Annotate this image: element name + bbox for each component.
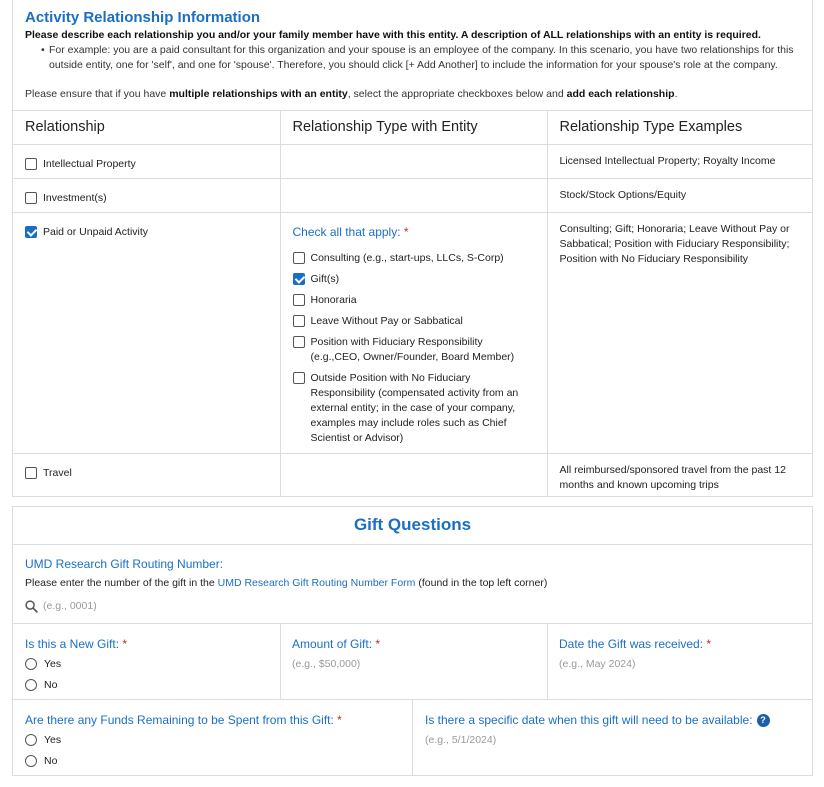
checkbox-checked[interactable] <box>25 226 37 238</box>
relationship-travel[interactable]: Travel <box>13 454 280 480</box>
checkbox[interactable] <box>293 252 305 264</box>
relationship-examples: Stock/Stock Options/Equity <box>559 189 687 201</box>
table-row <box>13 213 813 454</box>
funds-remaining-label: Are there any Funds Remaining to be Spent from this Gift: * <box>25 713 342 727</box>
date-received-input[interactable]: (e.g., May 2024) <box>559 658 636 670</box>
instruction-text: Please describe each relationship you and/or your family member have with this entity. A description of ALL relationships with an entity is required. <box>25 29 761 41</box>
type-option-fiduciary-position[interactable]: Position with Fiduciary Responsibility (e.g.,CEO, Owner/Founder, Board Member) <box>293 335 535 365</box>
radio-button[interactable] <box>25 658 37 670</box>
specific-date-label: Is there a specific date when this gift will need to be available: ? <box>425 713 770 727</box>
radio-button[interactable] <box>25 755 37 767</box>
date-received-label: Date the Gift was received: * <box>559 637 712 651</box>
routing-form-link[interactable]: UMD Research Gift Routing Number Form <box>217 577 416 589</box>
example-text: • For example: you are a paid consultant for this organization and your spouse is an employee of the company. In this scenario, you have two relationships for this outside entity, one for 'self', and one for 'spouse'. Therefore, you should click [+ Add Another] to include the information for your spouse's role at the company. <box>41 44 794 71</box>
ensure-text: Please ensure that if you have multiple relationships with an entity, select the appropriate checkboxes below and add each relationship. <box>25 88 678 100</box>
routing-instructions: Please enter the number of the gift in the UMD Research Gift Routing Number Form (found in the top left corner) <box>25 577 548 589</box>
column-header-type: Relationship Type with Entity <box>280 111 547 145</box>
gift-section-title: Gift Questions <box>353 515 472 534</box>
type-option-honoraria[interactable]: Honoraria <box>293 293 535 308</box>
new-gift-no-radio[interactable]: No <box>25 679 57 691</box>
gift-questions-panel <box>12 506 813 776</box>
relationship-investments[interactable]: Investment(s) <box>13 179 280 205</box>
relationship-paid-unpaid-activity[interactable]: Paid or Unpaid Activity <box>13 213 280 239</box>
table-row <box>13 454 813 496</box>
checkbox[interactable] <box>293 372 305 384</box>
relationship-intellectual-property[interactable]: Intellectual Property <box>13 145 280 171</box>
funds-remaining-no-radio[interactable]: No <box>25 755 57 767</box>
type-option-gifts[interactable]: Gift(s) <box>293 272 535 287</box>
divider <box>412 699 413 775</box>
new-gift-label: Is this a New Gift: * <box>25 637 128 651</box>
checkbox[interactable] <box>293 294 305 306</box>
checkbox[interactable] <box>25 467 37 479</box>
relationship-examples: All reimbursed/sponsored travel from the past 12 months and known upcoming trips <box>559 464 786 491</box>
routing-number-input[interactable]: (e.g., 0001) <box>43 600 97 612</box>
column-header-examples: Relationship Type Examples <box>547 111 813 145</box>
relationship-table <box>13 110 813 496</box>
amount-input[interactable]: (e.g., $50,000) <box>292 658 361 670</box>
relationship-examples: Consulting; Gift; Honoraria; Leave Without Pay or Sabbatical; Position with Fiduciary Responsibility; Position with No Fiduciary Responsibility <box>559 223 790 265</box>
search-icon <box>25 600 38 613</box>
checkbox[interactable] <box>25 158 37 170</box>
divider <box>280 623 281 699</box>
checkbox-checked[interactable] <box>293 273 305 285</box>
table-row <box>13 145 813 179</box>
relationship-examples: Licensed Intellectual Property; Royalty Income <box>559 155 776 167</box>
divider <box>13 623 812 624</box>
amount-label: Amount of Gift: * <box>292 637 381 651</box>
checkbox[interactable] <box>293 315 305 327</box>
check-all-prompt: Check all that apply: * <box>292 225 409 239</box>
column-header-relationship: Relationship <box>13 111 280 145</box>
routing-number-label: UMD Research Gift Routing Number: <box>25 557 224 571</box>
funds-remaining-yes-radio[interactable]: Yes <box>25 734 61 746</box>
checkbox[interactable] <box>25 192 37 204</box>
divider <box>547 623 548 699</box>
bullet-icon: • <box>41 44 45 56</box>
checkbox[interactable] <box>293 336 305 348</box>
activity-relationship-panel <box>12 0 813 497</box>
specific-date-input[interactable]: (e.g., 5/1/2024) <box>425 734 497 746</box>
section-title: Activity Relationship Information <box>25 9 261 26</box>
type-option-consulting[interactable]: Consulting (e.g., start-ups, LLCs, S-Corp) <box>293 251 535 266</box>
table-row <box>13 179 813 213</box>
type-option-leave-without-pay[interactable]: Leave Without Pay or Sabbatical <box>293 314 535 329</box>
new-gift-yes-radio[interactable]: Yes <box>25 658 61 670</box>
relationship-type-options <box>281 239 547 446</box>
table-header-row <box>13 111 813 145</box>
divider <box>13 544 812 545</box>
type-option-no-fiduciary-position[interactable]: Outside Position with No Fiduciary Responsibility (compensated activity from an external entity; in the case of your company, examples may include roles such as Chief Scientist or Advisor) <box>293 371 535 446</box>
help-icon[interactable]: ? <box>757 714 770 727</box>
radio-button[interactable] <box>25 734 37 746</box>
radio-button[interactable] <box>25 679 37 691</box>
